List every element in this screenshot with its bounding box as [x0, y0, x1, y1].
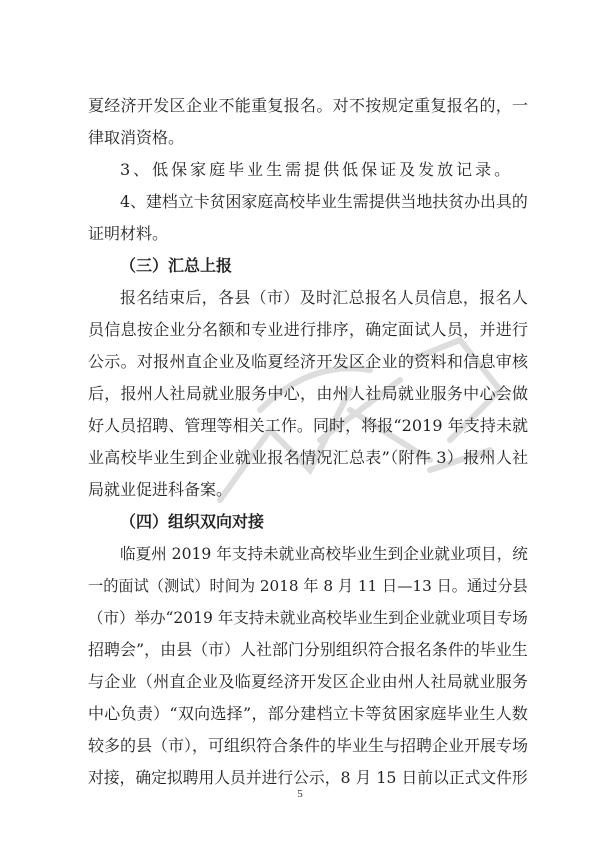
text-line: 好人员招聘、管理等相关工作。同时，将报“2019 年支持未就 [88, 416, 528, 435]
text-line: 招聘会”，由县（市）人社部门分别组织符合报名条件的毕业生 [88, 640, 528, 659]
text-line: 对接，确定拟聘用人员并进行公示，8 月 15 日前以正式文件形 [88, 768, 528, 787]
text-line: 公示。对报州直企业及临夏经济开发区企业的资料和信息审核 [88, 352, 528, 371]
text-line: 后，报州人社局就业服务中心，由州人社局就业服务中心会做 [88, 384, 528, 403]
text-line: 员信息按企业分名额和专业进行排序，确定面试人员，并进行 [88, 320, 528, 339]
text-line: 中心负责）“双向选择”，部分建档立卡等贫困家庭毕业生人数 [88, 704, 528, 723]
page-number: 5 [297, 788, 303, 800]
section-heading: （四）组织双向对接 [120, 512, 265, 531]
text-line: 4、建档立卡贫困家庭高校毕业生需提供当地扶贫办出具的 [120, 192, 528, 211]
text-line: 业高校毕业生到企业就业报名情况汇总表”（附件 3）报州人社 [88, 448, 528, 467]
document-body [88, 90, 528, 794]
text-line: （市）举办“2019 年支持未就业高校毕业生到企业就业项目专场 [88, 609, 528, 627]
text-line: 3、低保家庭毕业生需提供低保证及发放记录。 [120, 160, 514, 179]
text-line: 律取消资格。 [88, 128, 185, 147]
text-line: 证明材料。 [88, 224, 169, 243]
section-heading: （三）汇总上报 [120, 256, 233, 275]
text-line: 与企业（州直企业及临夏经济开发区企业由州人社局就业服务 [88, 672, 528, 691]
text-line: 临夏州 2019 年支持未就业高校毕业生到企业就业项目，统 [120, 545, 528, 563]
text-line: 局就业促进科备案。 [88, 480, 233, 499]
text-line: 报名结束后，各县（市）及时汇总报名人员信息，报名人 [120, 288, 528, 307]
text-line: 较多的县（市），可组织符合条件的毕业生与招聘企业开展专场 [88, 736, 528, 755]
text-line: 夏经济开发区企业不能重复报名。对不按规定重复报名的，一 [88, 96, 528, 115]
text-line: 一的面试（测试）时间为 2018 年 8 月 11 日—13 日。通过分县 [88, 577, 528, 595]
